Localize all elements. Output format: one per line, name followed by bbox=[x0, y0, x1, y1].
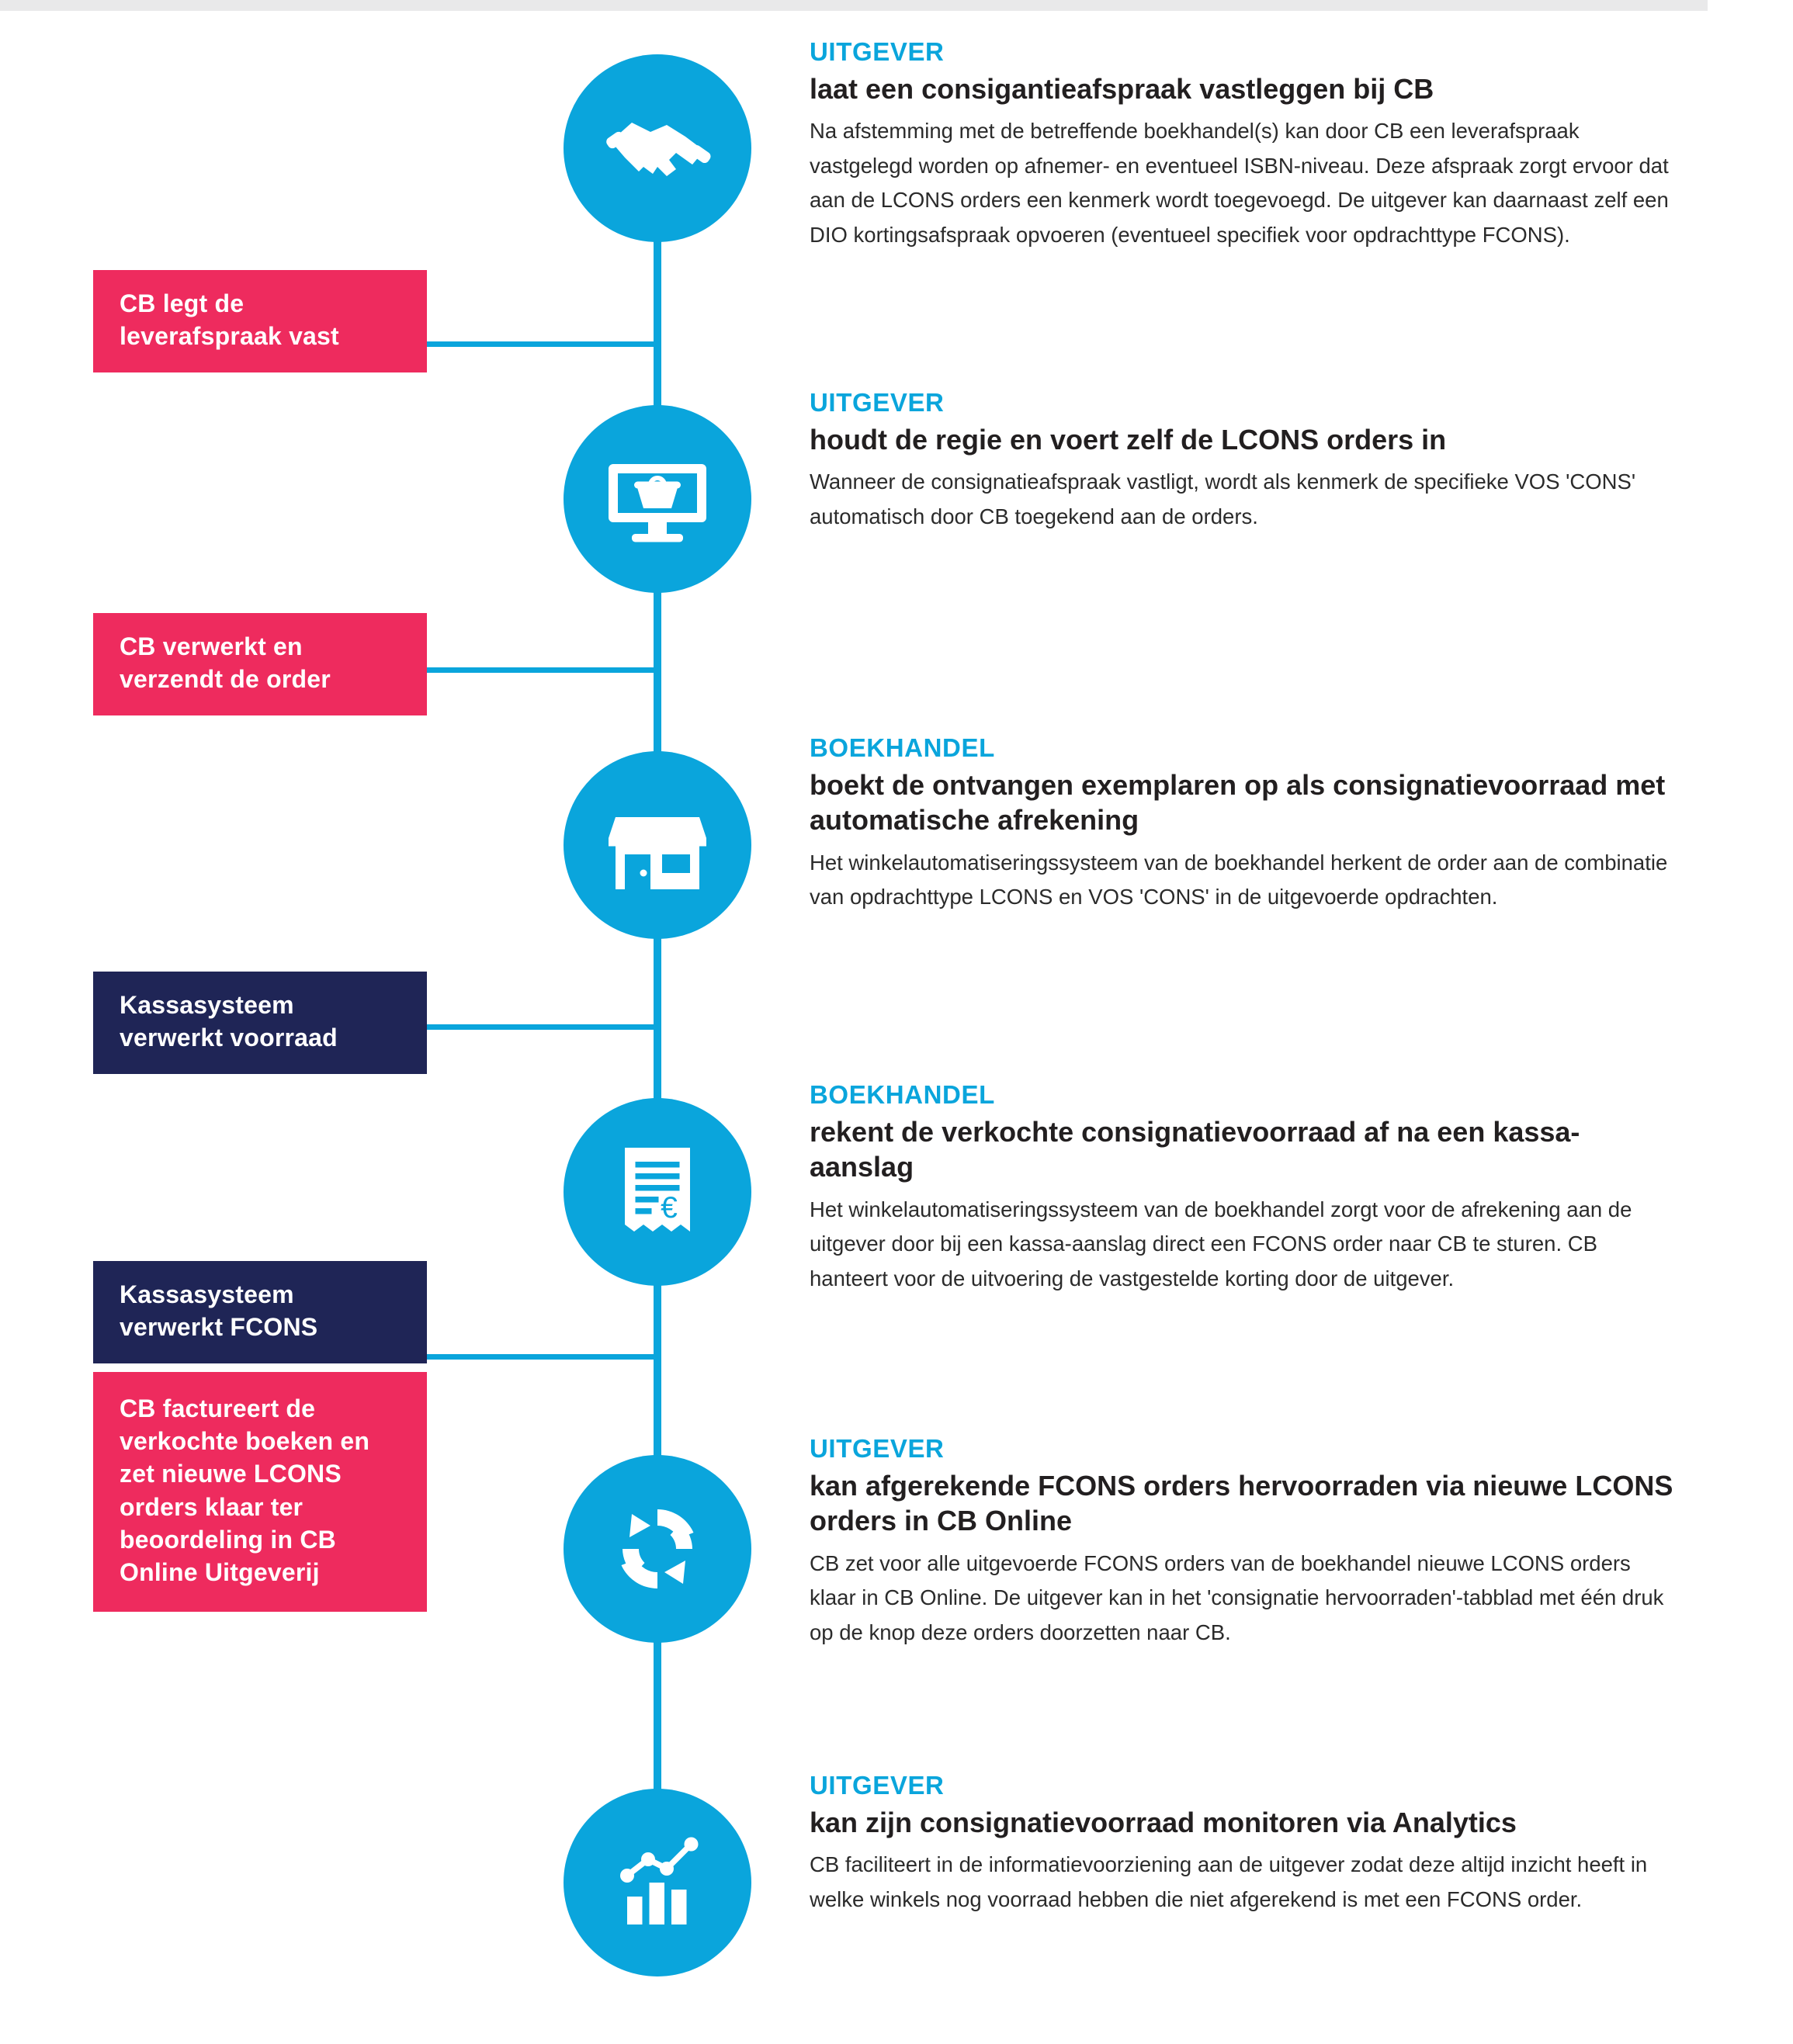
step-heading: laat een consigantieafspraak vastleggen bij CB bbox=[810, 73, 1434, 105]
tag-label: Kassasysteem verwerkt voorraad bbox=[120, 991, 338, 1052]
connector-4 bbox=[425, 1354, 658, 1360]
step-body: CB faciliteert in de informatievoorziening aan de uitgever zodat deze altijd inzicht heeft in welke winkels nog voorraad hebben die niet afgerekend is met een FCONS order. bbox=[810, 1852, 1648, 1911]
node-invoice-euro bbox=[564, 1098, 751, 1286]
step-body: CB zet voor alle uitgevoerde FCONS orders van de boekhandel nieuwe LCONS orders klaar in CB Online. De uitgever kan in het 'consignatie hervoorraden'-tabblad met één druk op de knop deze orders doorzetten naar CB. bbox=[810, 1550, 1664, 1644]
top-divider-strip bbox=[0, 0, 1793, 11]
node-refresh-cycle bbox=[564, 1455, 751, 1643]
step-3 bbox=[810, 733, 1679, 915]
tag-label: CB verwerkt en verzendt de order bbox=[120, 632, 331, 694]
svg-text:€: € bbox=[661, 1191, 678, 1225]
tag-cb-factureert bbox=[93, 1372, 427, 1612]
refresh-cycle-icon bbox=[599, 1491, 716, 1607]
step-body: Na afstemming met de betreffende boekhandel(s) kan door CB een leverafspraak vastgelegd worden op afnemer- en eventueel ISBN-niveau. Deze afspraak zorgt ervoor dat aan de LCONS orders een kenmerk wordt toegevoegd. De uitgever kan daarnaast zelf een DIO kortingsafspraak opvoeren (eventueel specifiek voor opdrachttype FCONS). bbox=[810, 119, 1669, 247]
step-heading: kan zijn consignatievoorraad monitoren via Analytics bbox=[810, 1807, 1517, 1838]
connector-2 bbox=[425, 667, 658, 673]
step-role: UITGEVER bbox=[810, 1434, 945, 1463]
step-role: UITGEVER bbox=[810, 388, 945, 417]
step-heading: rekent de verkochte consignatievoorraad af na een kassa-aanslag bbox=[810, 1116, 1580, 1183]
step-body: Het winkelautomatiseringssysteem van de boekhandel zorgt voor de afrekening aan de uitgever door bij een kassa-aanslag direct een FCONS order naar CB te sturen. CB hanteert voor de uitvoering de vastgestelde korting door de uitgever. bbox=[810, 1197, 1632, 1290]
shop-icon bbox=[599, 787, 716, 903]
step-body: Wanneer de consignatieafspraak vastligt, wordt als kenmerk de specifieke VOS 'CONS' automatisch door CB toegekend aan de orders. bbox=[810, 469, 1636, 528]
monitor-basket-icon bbox=[599, 441, 716, 557]
step-role: BOEKHANDEL bbox=[810, 733, 995, 762]
node-handshake bbox=[564, 54, 751, 242]
tag-kassasysteem-fcons bbox=[93, 1261, 427, 1363]
step-6 bbox=[810, 1771, 1679, 1917]
step-heading: kan afgerekende FCONS orders hervoorraden via nieuwe LCONS orders in CB Online bbox=[810, 1470, 1673, 1537]
top-divider-gap bbox=[1708, 0, 1793, 11]
step-1 bbox=[810, 37, 1679, 253]
step-role: UITGEVER bbox=[810, 37, 945, 66]
node-shop bbox=[564, 751, 751, 939]
step-heading: boekt de ontvangen exemplaren op als consignatievoorraad met automatische afrekening bbox=[810, 769, 1666, 837]
node-analytics-chart bbox=[564, 1789, 751, 1976]
step-5 bbox=[810, 1434, 1679, 1650]
tag-label: CB legt de leverafspraak vast bbox=[120, 289, 339, 351]
step-body: Het winkelautomatiseringssysteem van de boekhandel herkent de order aan de combinatie van opdrachttype LCONS en VOS 'CONS' in de uitgevoerde opdrachten. bbox=[810, 850, 1668, 909]
tag-cb-verwerkt-verzendt bbox=[93, 613, 427, 715]
tag-label: CB factureert de verkochte boeken en zet nieuwe LCONS orders klaar ter beoordeling in CB Online Uitgeverij bbox=[120, 1394, 370, 1587]
step-role: UITGEVER bbox=[810, 1771, 945, 1800]
tag-label: Kassasysteem verwerkt FCONS bbox=[120, 1280, 318, 1342]
handshake-icon bbox=[599, 90, 716, 206]
step-2 bbox=[810, 388, 1679, 534]
analytics-chart-icon bbox=[599, 1824, 716, 1941]
node-monitor-basket bbox=[564, 405, 751, 593]
step-4 bbox=[810, 1080, 1679, 1296]
step-role: BOEKHANDEL bbox=[810, 1080, 995, 1109]
invoice-euro-icon bbox=[599, 1134, 716, 1250]
connector-1 bbox=[425, 341, 658, 347]
tag-cb-leverafspraak bbox=[93, 270, 427, 372]
tag-kassasysteem-voorraad bbox=[93, 972, 427, 1074]
step-heading: houdt de regie en voert zelf de LCONS orders in bbox=[810, 424, 1447, 456]
connector-3 bbox=[425, 1024, 658, 1030]
